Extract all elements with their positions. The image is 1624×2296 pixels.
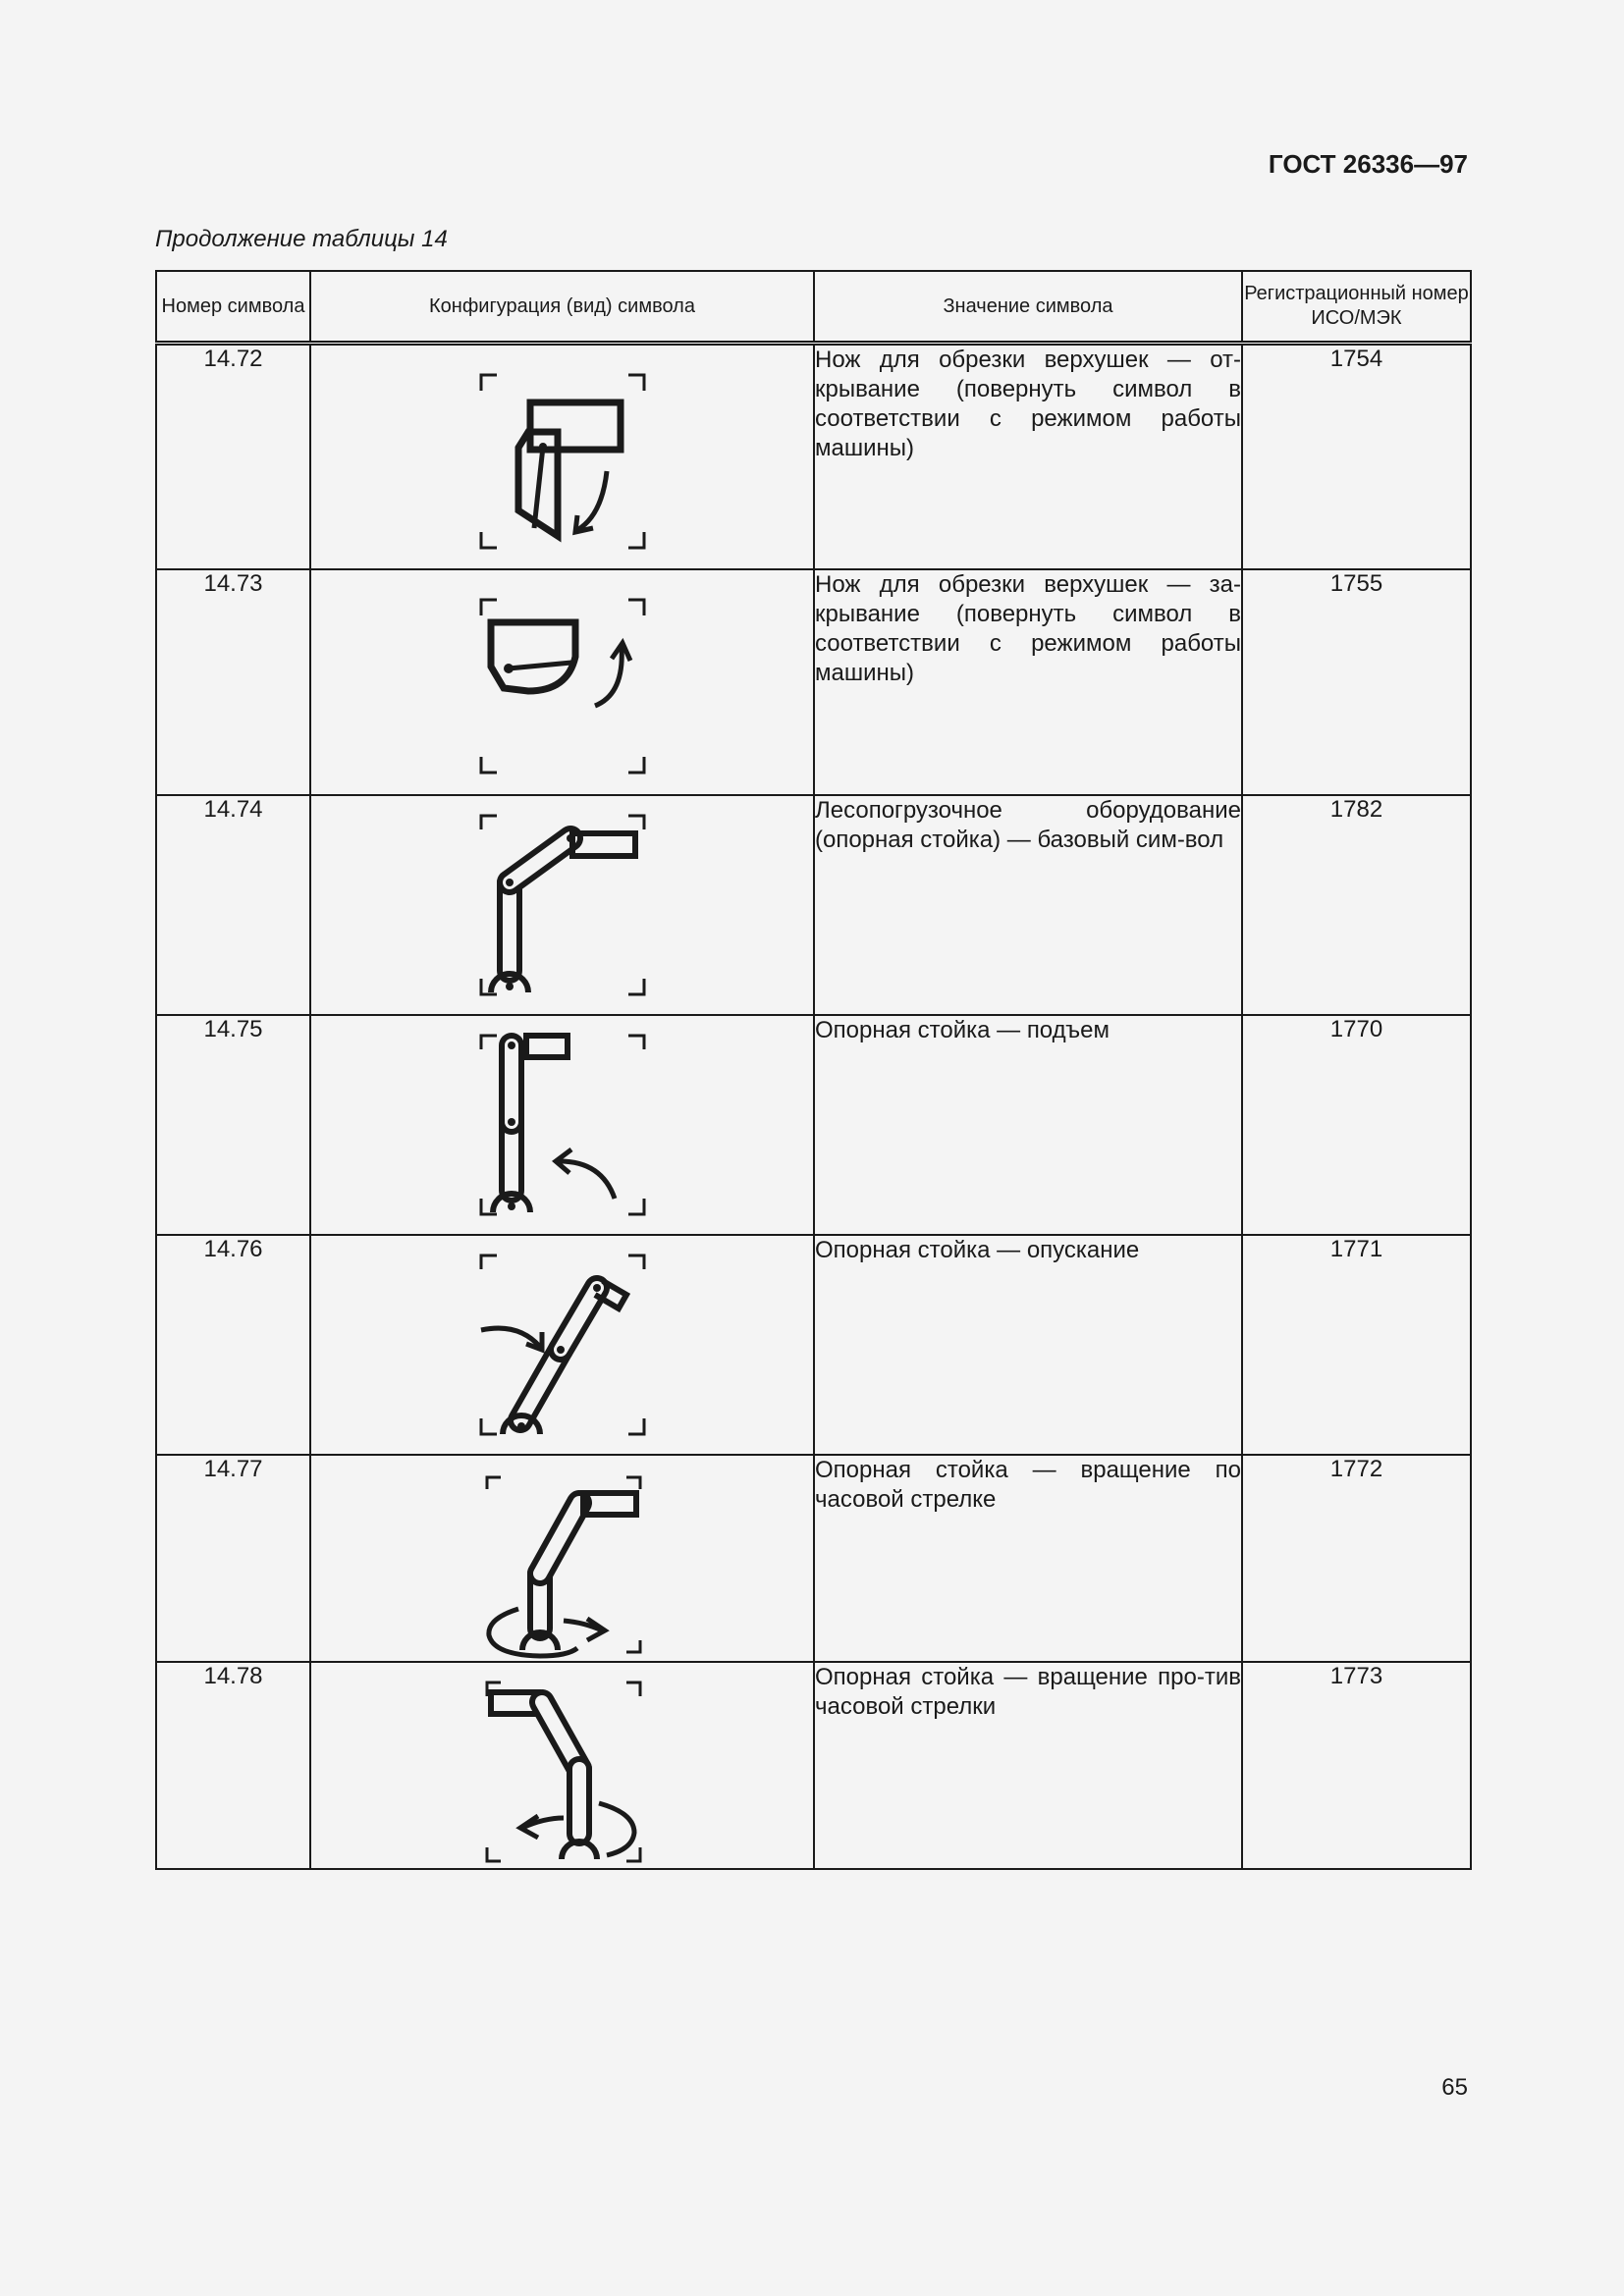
symbol-number: 14.74 <box>156 795 310 1015</box>
table-row <box>156 795 1471 1015</box>
table-row <box>156 1015 1471 1235</box>
topping-knife-closing-icon <box>469 578 656 784</box>
symbol-config-cell <box>310 1015 814 1235</box>
registration-number: 1755 <box>1242 569 1471 795</box>
registration-number: 1773 <box>1242 1662 1471 1869</box>
document-standard-number: ГОСТ 26336—97 <box>1268 149 1468 179</box>
boom-rotate-clockwise-icon <box>469 1464 656 1670</box>
registration-number: 1771 <box>1242 1235 1471 1455</box>
header-number: Номер символа <box>156 271 310 344</box>
symbol-meaning: Опорная стойка — подъем <box>814 1015 1242 1235</box>
timber-loader-base-icon <box>469 804 656 1010</box>
symbol-number: 14.75 <box>156 1015 310 1235</box>
header-registration: Регистрационный номер ИСО/МЭК <box>1242 271 1471 344</box>
table-row <box>156 569 1471 795</box>
symbol-meaning: Опорная стойка — опускание <box>814 1235 1242 1455</box>
page-number: 65 <box>1441 2074 1468 2101</box>
header-config: Конфигурация (вид) символа <box>310 271 814 344</box>
symbol-config-cell <box>310 1455 814 1662</box>
symbol-config-cell <box>310 569 814 795</box>
symbol-config-cell <box>310 795 814 1015</box>
topping-knife-opening-icon <box>469 353 656 560</box>
symbol-number: 14.76 <box>156 1235 310 1455</box>
symbol-number: 14.72 <box>156 344 310 569</box>
symbol-number: 14.78 <box>156 1662 310 1869</box>
registration-number: 1770 <box>1242 1015 1471 1235</box>
table-row <box>156 1235 1471 1455</box>
boom-rotate-counterclockwise-icon <box>469 1671 656 1877</box>
boom-lower-icon <box>469 1244 656 1450</box>
symbol-meaning: Лесопогрузочное оборудование (опорная стойка) — базовый сим-вол <box>814 795 1242 1015</box>
symbol-meaning: Опорная стойка — вращение про-тив часовой стрелки <box>814 1662 1242 1869</box>
boom-raise-icon <box>469 1024 656 1230</box>
symbol-number: 14.73 <box>156 569 310 795</box>
symbol-meaning: Опорная стойка — вращение по часовой стрелке <box>814 1455 1242 1662</box>
symbol-config-cell <box>310 1662 814 1869</box>
table-caption: Продолжение таблицы 14 <box>155 226 448 252</box>
symbol-config-cell <box>310 1235 814 1455</box>
registration-number: 1754 <box>1242 344 1471 569</box>
table-row <box>156 1455 1471 1662</box>
header-meaning: Значение символа <box>814 271 1242 344</box>
table-row <box>156 344 1471 569</box>
registration-number: 1772 <box>1242 1455 1471 1662</box>
table-row <box>156 1662 1471 1869</box>
symbol-meaning: Нож для обрезки верхушек — за-крывание (повернуть символ в соответствии с режимом работы машины) <box>814 569 1242 795</box>
symbol-config-cell <box>310 344 814 569</box>
registration-number: 1782 <box>1242 795 1471 1015</box>
symbol-number: 14.77 <box>156 1455 310 1662</box>
symbol-meaning: Нож для обрезки верхушек — от-крывание (повернуть символ в соответствии с режимом работы машины) <box>814 344 1242 569</box>
symbols-table <box>155 270 1472 1870</box>
table-header-row <box>156 271 1471 344</box>
